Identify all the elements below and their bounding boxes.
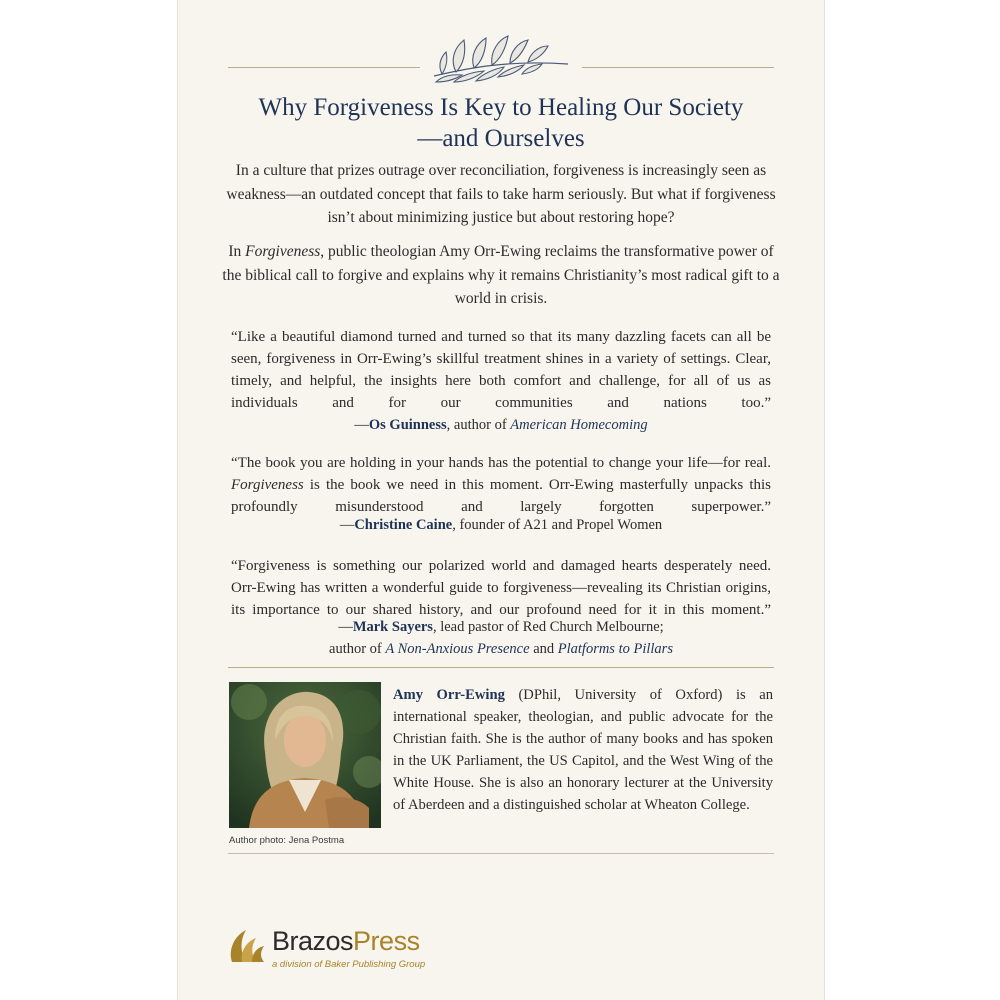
intro-p2-title: Forgiveness: [245, 243, 321, 260]
olive-branch-icon: [428, 30, 574, 86]
right-rule: [582, 67, 774, 68]
publisher-logo: [226, 920, 486, 976]
intro-p2-rest: , public theologian Amy Orr-Ewing reclaims the transformative power of the biblical call to forgive and explains why it remains Christianity’s most radical gift to a world in crisis.: [222, 243, 780, 307]
endorser-name: Mark Sayers: [352, 619, 433, 635]
author-name: Amy Orr-Ewing: [393, 687, 505, 703]
intro-paragraph-1: In a culture that prizes outrage over reconciliation, forgiveness is increasingly seen as weakness—an outdated concept that fails to take harm seriously. But what if forgiveness isn’t about minimizing justice but about restoring hope?: [226, 162, 776, 226]
endorser-name: Christine Caine: [354, 517, 453, 533]
endorser-role: , founder of A21 and Propel Women: [452, 517, 663, 533]
attrib-dash: —: [354, 417, 369, 433]
attrib-dash: —: [338, 619, 353, 635]
endorser-work-1: A Non-Anxious Presence: [385, 640, 530, 657]
quote-2-title: Forgiveness: [231, 477, 304, 493]
headline-line-2: —and Ourselves: [417, 125, 585, 152]
endorser-work-2: Platforms to Pillars: [557, 640, 673, 657]
endorsement-quote-1: “Like a beautiful diamond turned and turned so that its many dazzling facets can all be seen, forgiveness in Orr-Ewing’s skillful treatment shines in a variety of settings. Clear, timely, and helpful, the insights here both comfort and challenge, for all of us as individuals and for our communities and nations too.”: [231, 329, 771, 411]
intro-p2-prefix: In: [228, 243, 246, 260]
endorsement-attribution-2: [218, 515, 784, 537]
endorser-name: Os Guinness: [368, 417, 447, 433]
endorsement-attribution-3: [218, 617, 784, 660]
intro-paragraph-2: [218, 240, 784, 311]
headline-line-1: Why Forgiveness Is Key to Healing Our Society: [258, 94, 744, 121]
author-portrait-icon: [229, 682, 381, 828]
section-divider: [228, 667, 774, 668]
attrib-and: and: [529, 640, 558, 657]
author-bio-text: (DPhil, University of Oxford) is an international speaker, theologian, and public advocate for the Christian faith. She is the author of many books and has spoken in the UK Parliament, the US Capitol, and the West Wing of the White House. She is also an honorary lecturer at the University of Aberdeen and a distinguished scholar at Wheaton College.: [393, 687, 773, 813]
brazos-press-logo-icon: [226, 922, 266, 964]
left-rule: [228, 67, 420, 68]
quote-2-pre: “The book you are holding in your hands has the potential to change your life—for real.: [231, 455, 771, 471]
publisher-name: [272, 926, 420, 957]
endorser-work: American Homecoming: [510, 417, 648, 433]
author-photo: [229, 682, 381, 828]
endorser-role: , lead pastor of Red Church Melbourne;: [432, 619, 664, 635]
photo-credit: Author photo: Jena Postma: [229, 835, 345, 846]
headline: [218, 92, 784, 154]
header-ornament: [228, 30, 774, 86]
publisher-name-part2: Press: [353, 926, 420, 956]
endorsement-quote-3: “Forgiveness is something our polarized world and damaged hearts desperately need. Orr-Ewing has written a wonderful guide to forgiveness—revealing its Christian origins, its importance to our shared history, and our profound need for it in this moment.”: [231, 558, 771, 618]
endorser-role: , author of: [446, 417, 511, 433]
attrib-dash: —: [339, 517, 355, 533]
author-bio: [393, 684, 773, 816]
endorsement-attribution-1: [218, 415, 784, 437]
bottom-divider: [228, 853, 774, 854]
quote-2-post: is the book we need in this moment. Orr-Ewing masterfully unpacks this profoundly misunderstood and largely forgotten superpower.”: [231, 477, 771, 515]
back-cover: [177, 0, 825, 1000]
publisher-subtitle: a division of Baker Publishing Group: [272, 959, 426, 970]
publisher-name-part1: Brazos: [272, 926, 354, 956]
attrib-line2-prefix: author of: [329, 640, 386, 657]
